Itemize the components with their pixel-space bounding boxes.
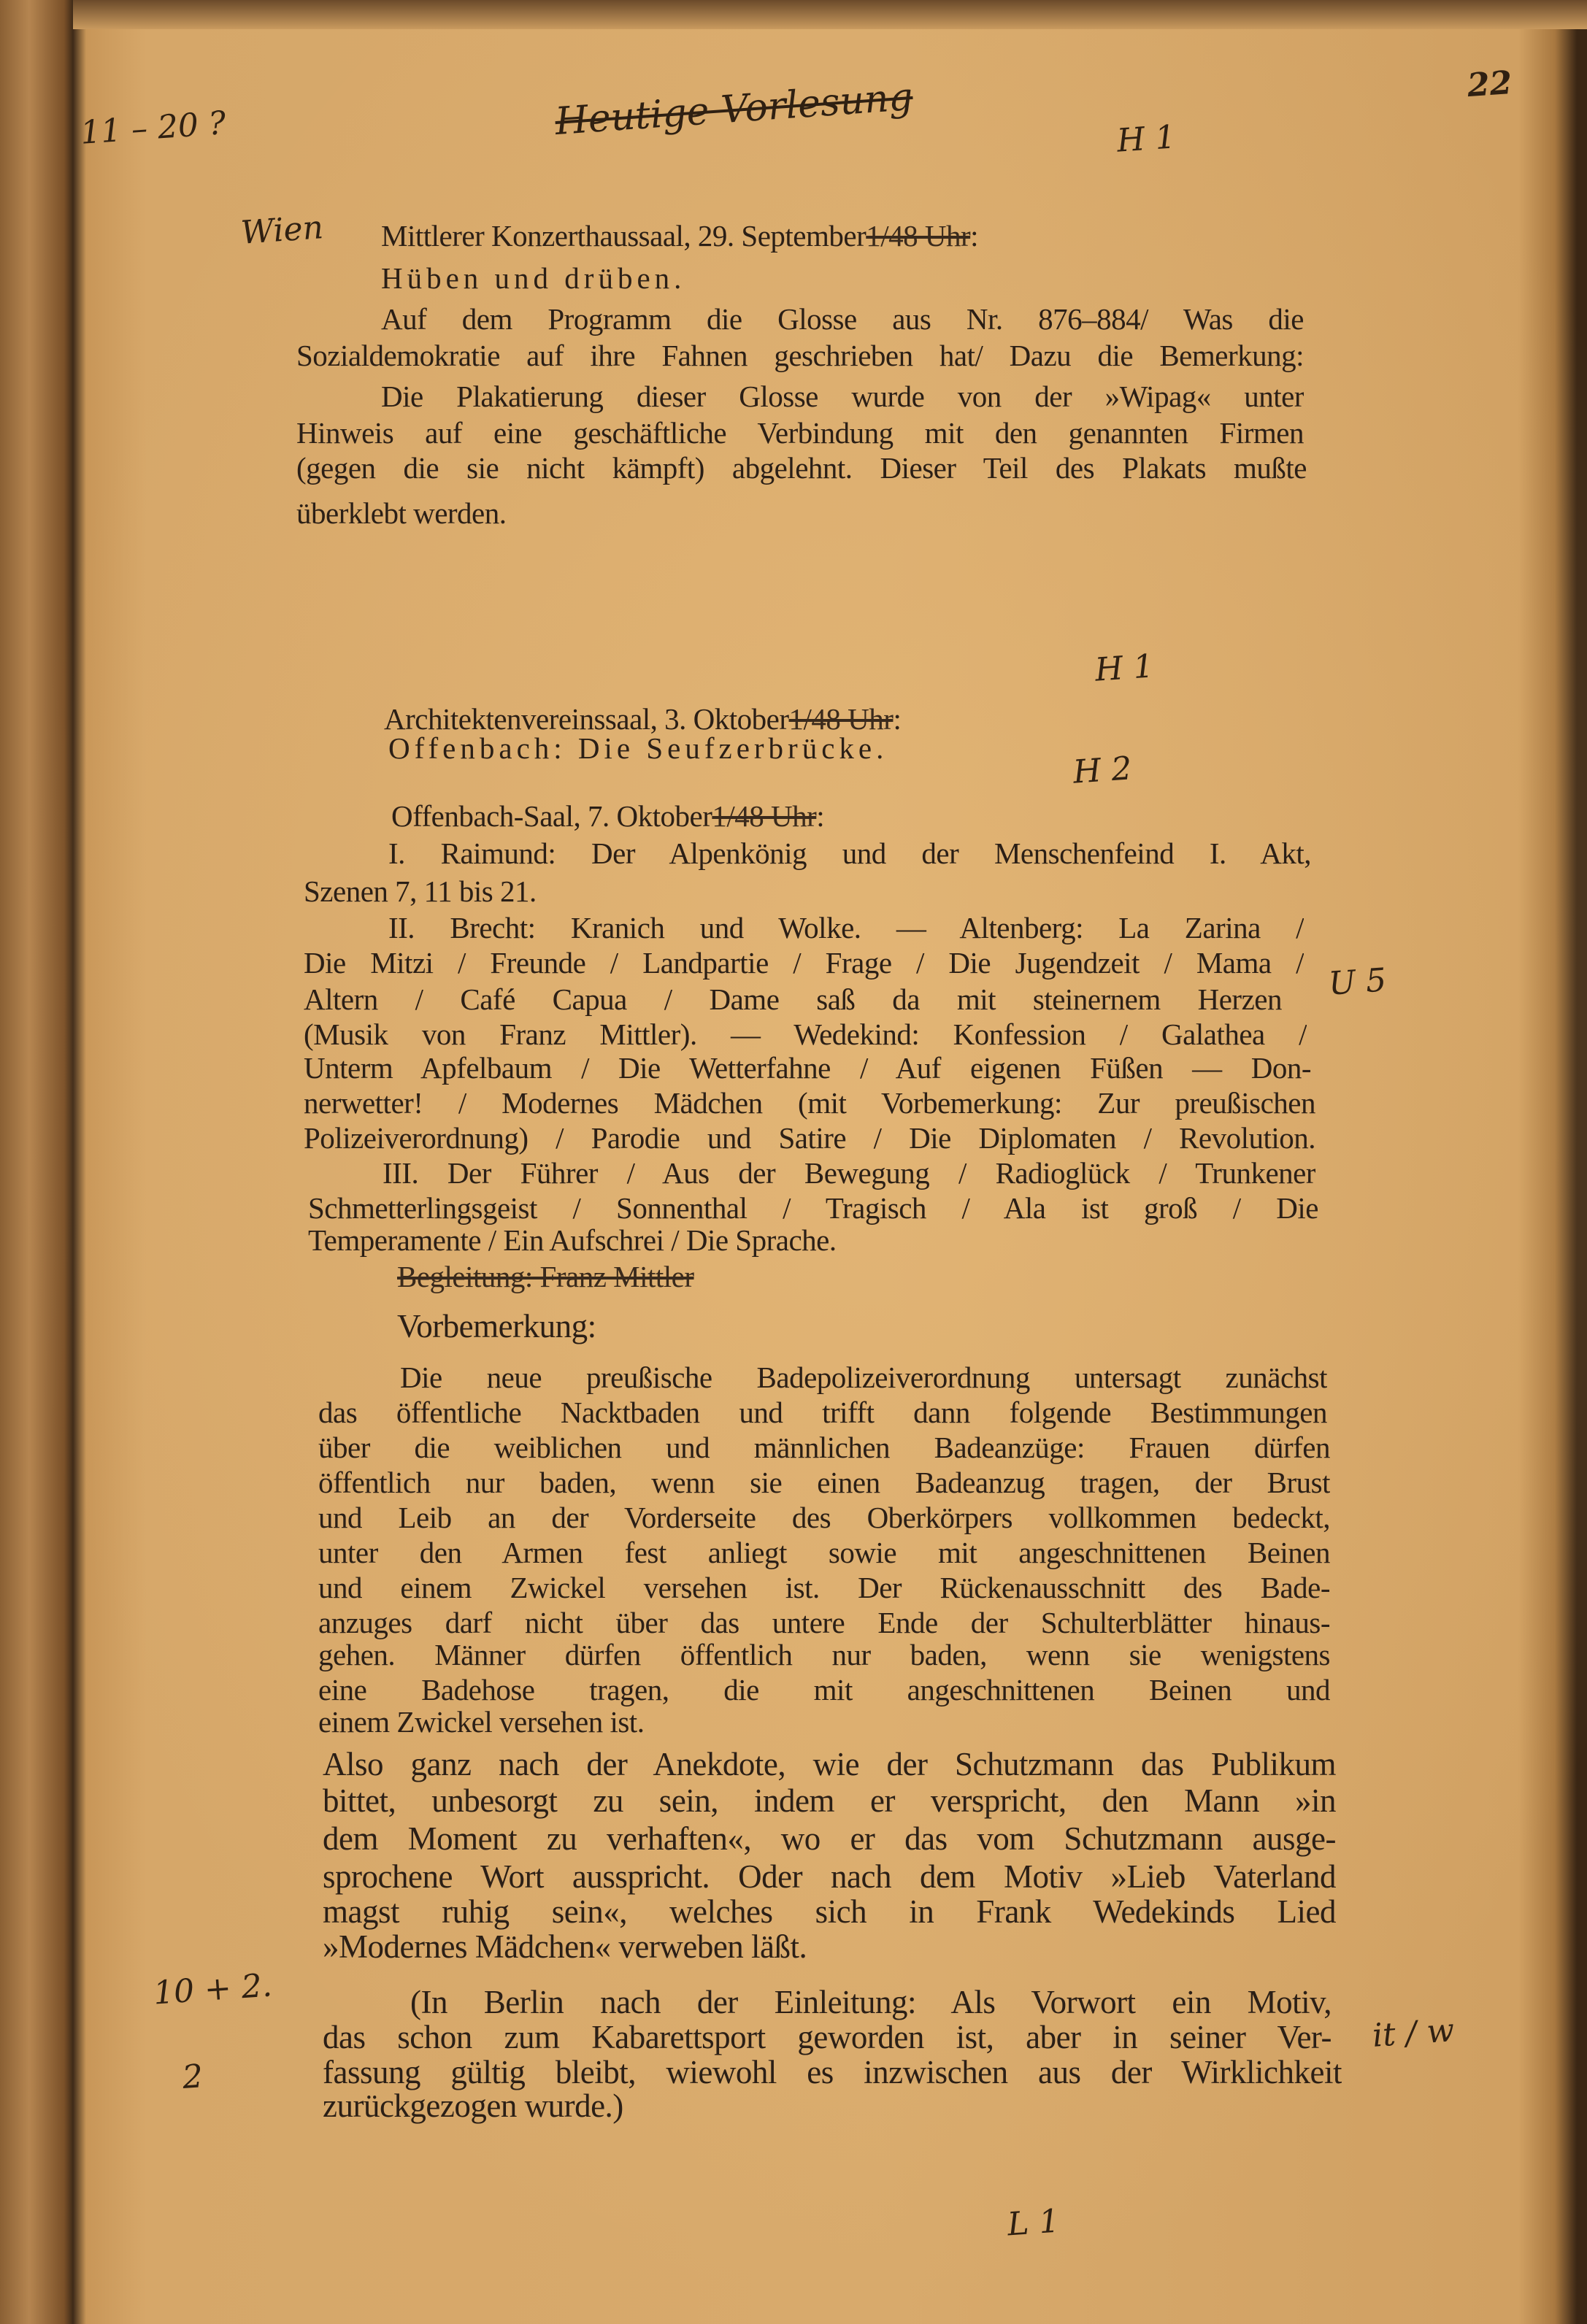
text-line: Offenbach: Die Seufzerbrücke. [388,731,888,765]
text-line: nerwetter! / Modernes Mädchen (mit Vorbemerkung: Zur preußischen [304,1086,1315,1120]
text-line: Schmetterlingsgeist / Sonnenthal / Tragisch / Ala ist groß / Die [308,1191,1318,1225]
text-line: Temperamente / Ein Aufschrei / Die Sprache. [308,1223,837,1257]
event-venue: Mittlerer Konzerthaussaal, 29. September [381,219,866,253]
handwritten-mark: H 2 [1072,750,1134,791]
text-line: I. Raimund: Der Alpenkönig und der Menschenfeind I. Akt, [388,836,1311,870]
text-line: Begleitung: Franz Mittler [397,1260,694,1293]
handwritten-page-number: 22 [1466,64,1513,105]
handwritten-mark: H 1 [1115,118,1177,160]
struck-time: 1/48 Uhr [712,799,817,833]
text-line: bittet, unbesorgt zu sein, indem er verspricht, den Mann »in [323,1784,1336,1819]
text-line: (In Berlin nach der Einleitung: Als Vorwort ein Motiv, [410,1985,1332,2020]
handwritten-note: Wien [239,209,325,252]
handwritten-note: 10 + 2. [152,1966,274,2012]
text-line: (gegen die sie nicht kämpft) abgelehnt. Dieser Teil des Plakats mußte [296,451,1307,485]
text-line: Hinweis auf eine geschäftliche Verbindung mit den genannten Firmen [296,416,1304,450]
text-line: III. Der Führer / Aus der Bewegung / Radioglück / Trunkener [383,1156,1315,1190]
text-line: (Musik von Franz Mittler). — Wedekind: Konfession / Galathea / [304,1017,1307,1051]
text-line: Die Plakatierung dieser Glosse wurde von der »Wipag« unter [381,380,1304,413]
struck-time: 1/48 Uhr [788,702,894,736]
text-line: Unterm Apfelbaum / Die Wetterfahne / Auf eigenen Füßen — Don- [304,1051,1311,1085]
event-suffix: : [893,702,902,736]
text-line: und einem Zwickel versehen ist. Der Rückenausschnitt des Bade- [318,1571,1330,1604]
event-venue: Offenbach-Saal, 7. Oktober [391,799,712,833]
event-suffix: : [816,799,825,833]
handwritten-mark: L 1 [1006,2202,1061,2244]
text-line: Szenen 7, 11 bis 21. [304,874,537,908]
text-line: öffentlich nur baden, wenn sie einen Badeanzug tragen, der Brust [318,1466,1330,1499]
text-line: überklebt werden. [296,496,507,530]
handwritten-title: Heutige Vorlesung [553,74,915,145]
text-line: eine Badehose tragen, die mit angeschnittenen Beinen und [318,1673,1330,1707]
event-venue: Architektenvereinssaal, 3. Oktober [384,702,789,736]
text-line: Altern / Café Capua / Dame saß da mit steinernem Herzen [304,982,1282,1016]
event-heading [381,219,978,253]
page-top-edge [73,0,1587,29]
text-line: über die weiblichen und männlichen Badeanzüge: Frauen dürfen [318,1431,1330,1464]
text-line: II. Brecht: Kranich und Wolke. — Altenberg: La Zarina / [388,911,1304,944]
text-line: anzuges darf nicht über das untere Ende der Schulterblätter hinaus- [318,1606,1330,1639]
text-line: und Leib an der Vorderseite des Oberkörpers vollkommen bedeckt, [318,1501,1330,1534]
text-line: Sozialdemokratie auf ihre Fahnen geschrieben hat/ Dazu die Bemerkung: [296,339,1304,372]
text-line: das schon zum Kabarettsport geworden ist, aber in seiner Ver- [323,2020,1332,2055]
text-line: dem Moment zu verhaften«, wo er das vom Schutzmann ausge- [323,1822,1336,1857]
section-heading: Vorbemerkung: [397,1308,596,1344]
event-heading [391,799,824,833]
handwritten-note: it / w [1371,2012,1456,2055]
text-line: Polizeiverordnung) / Parodie und Satire / Die Diplomaten / Revolution. [304,1121,1315,1155]
handwritten-mark: H 1 [1094,647,1156,689]
text-line: Die Mitzi / Freunde / Landpartie / Frage / Die Jugendzeit / Mama / [304,946,1304,980]
text-line: einem Zwickel versehen ist. [318,1705,645,1739]
text-line: zurückgezogen wurde.) [323,2088,623,2124]
handwritten-note: 2 [181,2058,204,2096]
text-line: sprochene Wort ausspricht. Oder nach dem Motiv »Lieb Vaterland [323,1860,1336,1895]
text-line: gehen. Männer dürfen öffentlich nur baden, wenn sie wenigstens [318,1638,1330,1671]
text-line: fassung gültig bleibt, wiewohl es inzwischen aus der Wirklichkeit [323,2055,1342,2090]
struck-time: 1/48 Uhr [866,219,971,253]
text-line: das öffentliche Nacktbaden und trifft dann folgende Bestimmungen [318,1396,1327,1429]
text-line: »Modernes Mädchen« verweben läßt. [323,1928,807,1965]
handwritten-mark: U 5 [1327,961,1388,1003]
event-suffix: : [970,219,979,253]
text-line: Also ganz nach der Anekdote, wie der Schutzmann das Publikum [323,1747,1336,1782]
handwritten-note: 11 – 20 ? [79,104,228,152]
text-line: Hüben und drüben. [381,261,686,295]
text-line: unter den Armen fest anliegt sowie mit angeschnittenen Beinen [318,1536,1330,1569]
text-line: Die neue preußische Badepolizeiverordnung untersagt zunächst [400,1361,1327,1394]
text-line: magst ruhig sein«, welches sich in Frank Wedekinds Lied [323,1895,1336,1930]
text-line: Auf dem Programm die Glosse aus Nr. 876–884/ Was die [381,302,1304,336]
